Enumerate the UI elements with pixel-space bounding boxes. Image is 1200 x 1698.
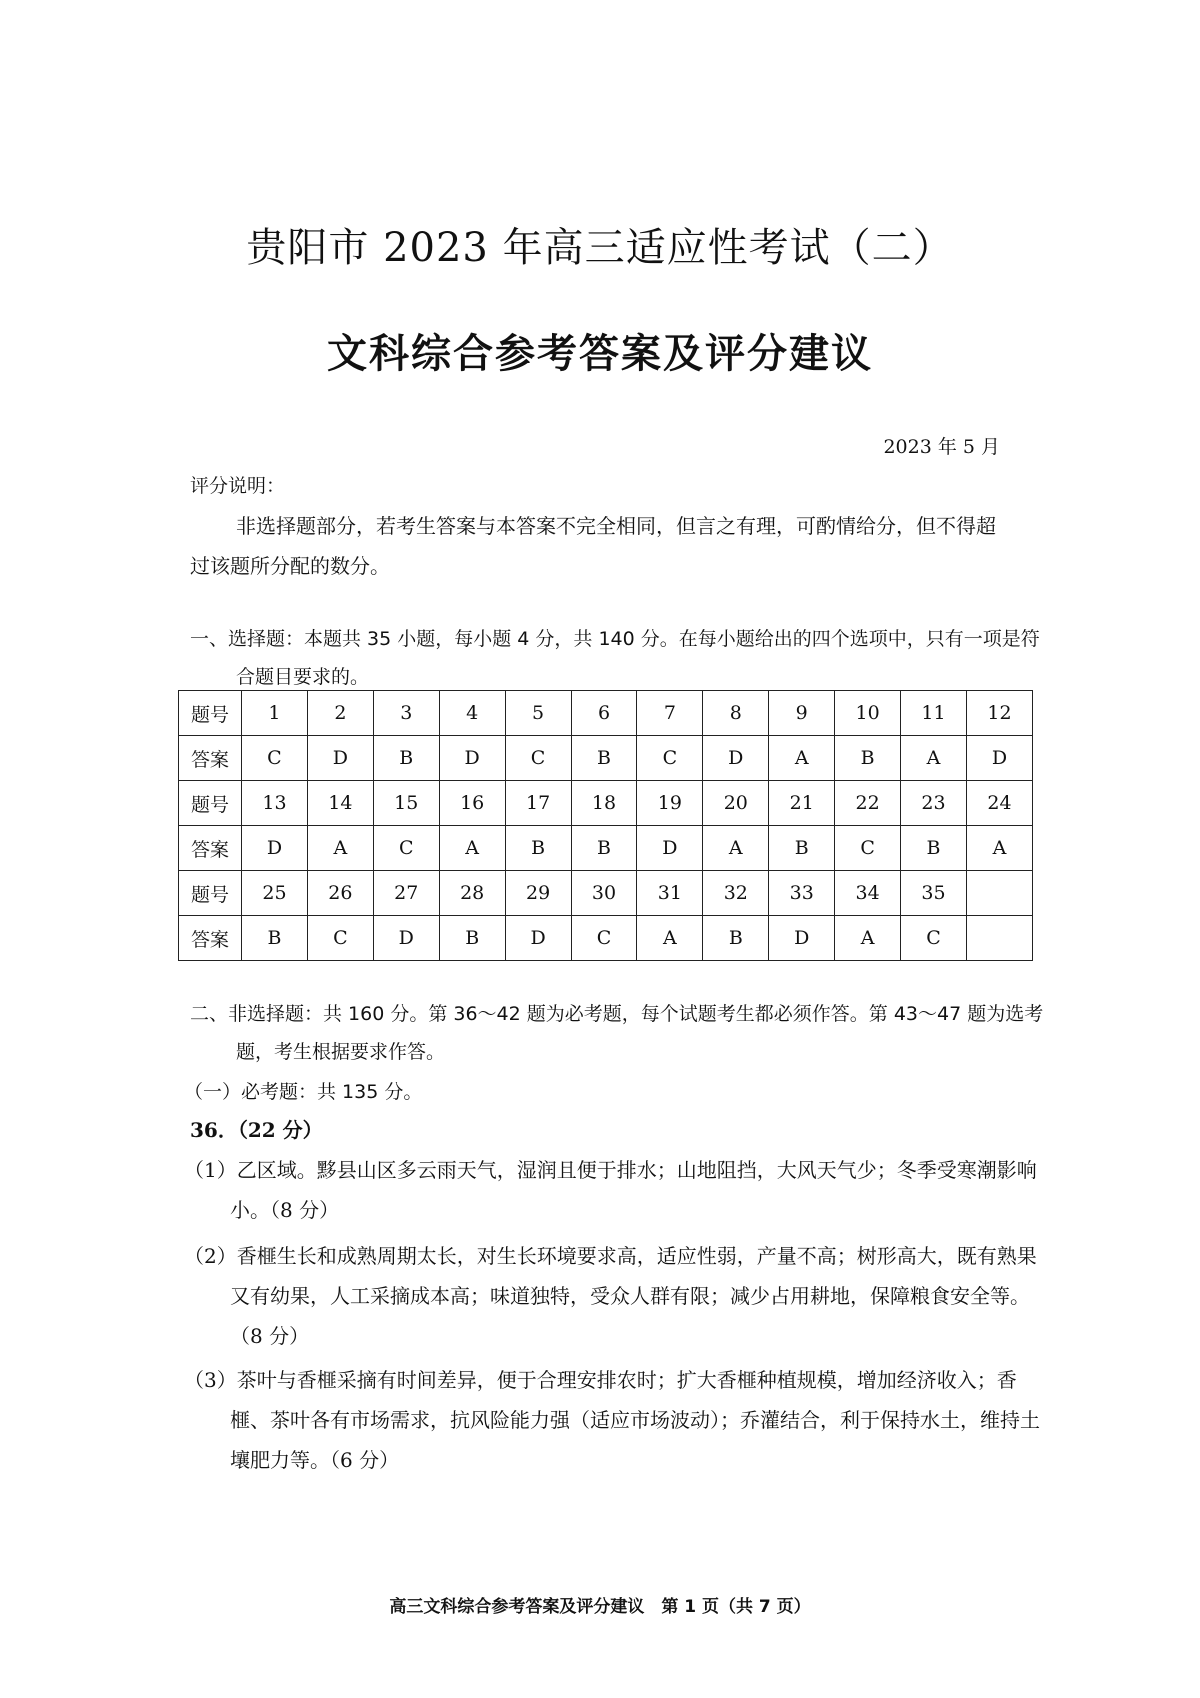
- table-cell: C: [373, 826, 439, 871]
- q36-item-2: （2）香榧生长和成熟周期太长，对生长环境要求高，适应性弱，产量不高；树形高大，既有熟果又有幼果，人工采摘成本高；味道独特，受众人群有限；减少占用耕地，保障粮食安全等。（8 分）: [184, 1244, 1037, 1348]
- q36-item-1: （1）乙区域。黟县山区多云雨天气，湿润且便于排水；山地阻挡，大风天气少；冬季受寒潮影响小。（8 分）: [184, 1158, 1037, 1222]
- table-cell: 9: [769, 691, 835, 736]
- table-cell: C: [571, 916, 637, 961]
- table-cell: D: [439, 736, 505, 781]
- table-cell: 12: [966, 691, 1032, 736]
- table-cell: 29: [505, 871, 571, 916]
- table-cell: 20: [703, 781, 769, 826]
- table-cell: 35: [901, 871, 967, 916]
- table-cell: A: [835, 916, 901, 961]
- table-cell: D: [966, 736, 1032, 781]
- table-cell: B: [901, 826, 967, 871]
- table-cell: 25: [242, 871, 308, 916]
- table-cell: C: [505, 736, 571, 781]
- table-row: [179, 826, 1033, 871]
- table-cell: 4: [439, 691, 505, 736]
- table-cell: 34: [835, 871, 901, 916]
- table-cell: 6: [571, 691, 637, 736]
- table-cell: 8: [703, 691, 769, 736]
- table-cell: D: [307, 736, 373, 781]
- table-cell: [966, 871, 1032, 916]
- table-cell: B: [571, 736, 637, 781]
- table-cell: B: [571, 826, 637, 871]
- table-cell: [966, 916, 1032, 961]
- table-row-label: 题号: [179, 781, 242, 826]
- table-cell: 11: [901, 691, 967, 736]
- table-cell: B: [703, 916, 769, 961]
- table-row: [179, 736, 1033, 781]
- table-cell: A: [901, 736, 967, 781]
- table-row: [179, 916, 1033, 961]
- table-cell: 22: [835, 781, 901, 826]
- table-row: [179, 871, 1033, 916]
- question-36-title: 36．（22 分）: [190, 1118, 323, 1142]
- scoring-note-text: 非选择题部分，若考生答案与本答案不完全相同，但言之有理，可酌情给分，但不得超过该题所分配的数分。: [190, 514, 996, 578]
- table-cell: 18: [571, 781, 637, 826]
- table-cell: B: [835, 736, 901, 781]
- document-title: 贵阳市 2023 年高三适应性考试（二）: [246, 225, 954, 271]
- table-cell: 30: [571, 871, 637, 916]
- section2-heading: 二、非选择题：共 160 分。第 36～42 题为必考题，每个试题考生都必须作答。第 43～47 题为选考题，考生根据要求作答。: [190, 1003, 1044, 1063]
- table-cell: 21: [769, 781, 835, 826]
- table-cell: C: [637, 736, 703, 781]
- section1-heading: 一、选择题：本题共 35 小题，每小题 4 分，共 140 分。在每小题给出的四个选项中，只有一项是符合题目要求的。: [190, 628, 1040, 688]
- table-cell: 16: [439, 781, 505, 826]
- table-row: [179, 691, 1033, 736]
- table-cell: D: [769, 916, 835, 961]
- page-footer: 高三文科综合参考答案及评分建议 第 1 页（共 7 页）: [389, 1597, 811, 1617]
- table-cell: C: [242, 736, 308, 781]
- table-cell: 15: [373, 781, 439, 826]
- table-cell: 26: [307, 871, 373, 916]
- table-cell: A: [966, 826, 1032, 871]
- table-cell: 32: [703, 871, 769, 916]
- table-cell: 3: [373, 691, 439, 736]
- table-cell: 24: [966, 781, 1032, 826]
- table-cell: D: [505, 916, 571, 961]
- table-cell: C: [901, 916, 967, 961]
- table-cell: A: [307, 826, 373, 871]
- table-cell: 31: [637, 871, 703, 916]
- table-cell: C: [835, 826, 901, 871]
- table-row-label: 答案: [179, 826, 242, 871]
- table-cell: 2: [307, 691, 373, 736]
- table-cell: 14: [307, 781, 373, 826]
- table-row-label: 题号: [179, 871, 242, 916]
- document-subtitle: 文科综合参考答案及评分建议: [327, 331, 873, 377]
- scoring-note-heading: 评分说明：: [190, 475, 286, 497]
- table-cell: 1: [242, 691, 308, 736]
- table-row-label: 答案: [179, 916, 242, 961]
- table-cell: D: [242, 826, 308, 871]
- table-cell: 7: [637, 691, 703, 736]
- table-cell: 19: [637, 781, 703, 826]
- table-cell: B: [242, 916, 308, 961]
- table-cell: 13: [242, 781, 308, 826]
- table-row: [179, 781, 1033, 826]
- table-cell: 17: [505, 781, 571, 826]
- answer-table: [178, 690, 1033, 961]
- table-row-label: 答案: [179, 736, 242, 781]
- table-cell: B: [769, 826, 835, 871]
- table-cell: C: [307, 916, 373, 961]
- table-cell: A: [703, 826, 769, 871]
- table-cell: B: [373, 736, 439, 781]
- table-row-label: 题号: [179, 691, 242, 736]
- table-cell: B: [439, 916, 505, 961]
- table-cell: B: [505, 826, 571, 871]
- document-date: 2023 年 5 月: [883, 436, 1000, 458]
- section2-subheading: （一）必考题：共 135 分。: [184, 1081, 423, 1103]
- table-cell: 27: [373, 871, 439, 916]
- table-cell: A: [769, 736, 835, 781]
- table-cell: A: [637, 916, 703, 961]
- table-cell: D: [373, 916, 439, 961]
- table-cell: 10: [835, 691, 901, 736]
- table-cell: D: [637, 826, 703, 871]
- table-cell: 28: [439, 871, 505, 916]
- table-cell: 33: [769, 871, 835, 916]
- table-cell: D: [703, 736, 769, 781]
- table-cell: 23: [901, 781, 967, 826]
- q36-item-3: （3）茶叶与香榧采摘有时间差异，便于合理安排农时；扩大香榧种植规模，增加经济收入；香榧、茶叶各有市场需求，抗风险能力强（适应市场波动）；乔灌结合，利于保持水土，维持土壤肥力等。（6 分）: [184, 1368, 1040, 1472]
- table-cell: 5: [505, 691, 571, 736]
- table-cell: A: [439, 826, 505, 871]
